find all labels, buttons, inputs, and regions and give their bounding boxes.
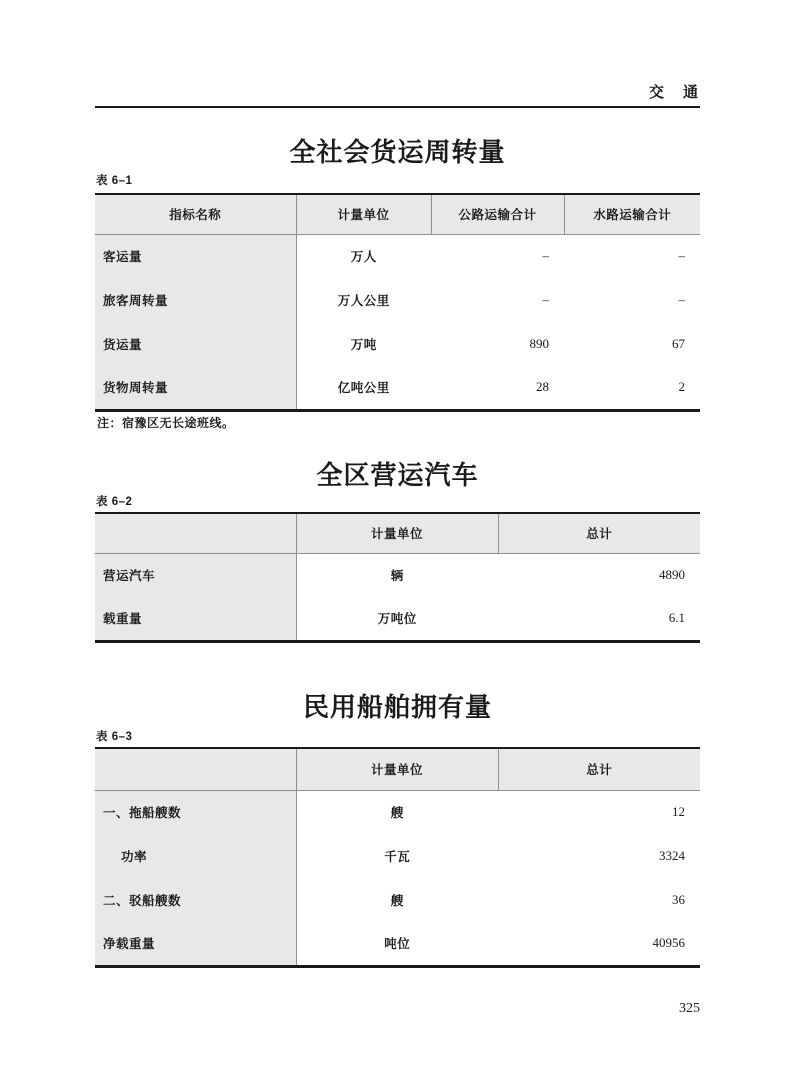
row-unit: 艘	[390, 806, 404, 821]
table2-caption: 表 6–2	[96, 496, 133, 508]
section3-title: 民用船舶拥有量	[302, 692, 492, 722]
row-road-value: 28	[536, 379, 549, 395]
table3-header-blank	[95, 748, 296, 790]
table2-header-blank	[95, 513, 296, 553]
row-unit: 艘	[390, 894, 404, 908]
table-row	[95, 922, 700, 966]
page-number: 325	[679, 1001, 700, 1016]
table-row	[95, 878, 700, 922]
row-unit: 千瓦	[384, 850, 411, 864]
table1-header-row	[95, 194, 700, 234]
row-label: 功率	[95, 834, 296, 878]
row-unit: 万吨	[350, 338, 377, 352]
table-row	[95, 234, 700, 278]
table-6-2	[95, 512, 700, 643]
table-row	[95, 322, 700, 366]
row-label: 一、拖船艘数	[95, 790, 296, 834]
table1-note: 注：宿豫区无长途班线。	[97, 416, 235, 430]
table1-caption: 表 6–1	[96, 175, 133, 187]
table2-header-total: 总计	[498, 513, 700, 553]
row-water-value: –	[678, 292, 685, 307]
row-label: 旅客周转量	[95, 278, 296, 322]
section2-title: 全区营运汽车	[316, 460, 479, 490]
row-unit: 万人公里	[337, 294, 390, 308]
row-unit: 亿吨公里	[337, 381, 390, 396]
row-total-value: 4890	[659, 567, 685, 583]
table-6-1	[95, 193, 700, 412]
row-label: 载重量	[95, 597, 296, 641]
table-6-3	[95, 747, 700, 968]
table1-header-indicator: 指标名称	[95, 194, 296, 234]
table2-header-row	[95, 513, 700, 553]
row-road-value: –	[542, 292, 549, 307]
running-head-text: 交 通	[648, 84, 700, 101]
row-road-value: –	[542, 248, 549, 264]
row-total-value: 12	[672, 804, 685, 820]
table-row	[95, 366, 700, 410]
table-row	[95, 553, 700, 597]
row-unit: 万人	[350, 250, 377, 265]
row-total-value: 36	[672, 892, 685, 907]
table3-header-unit: 计量单位	[296, 748, 498, 790]
table2-header-unit: 计量单位	[296, 513, 498, 553]
section1-title: 全社会货运周转量	[289, 137, 506, 167]
row-label: 净载重量	[95, 922, 296, 966]
running-head	[95, 81, 700, 108]
row-water-value: 2	[678, 379, 685, 395]
row-unit: 吨位	[384, 937, 411, 952]
table-row	[95, 790, 700, 834]
table1-header-water-total: 水路运输合计	[564, 194, 700, 234]
row-total-value: 6.1	[668, 610, 685, 626]
table-row	[95, 278, 700, 322]
table-row	[95, 834, 700, 878]
row-label: 货物周转量	[95, 366, 296, 410]
row-water-value: –	[678, 248, 685, 264]
table3-header-total: 总计	[498, 748, 700, 790]
row-water-value: 67	[672, 336, 685, 351]
table3-header-row	[95, 748, 700, 790]
table-row	[95, 597, 700, 641]
table1-header-road-total: 公路运输合计	[431, 194, 564, 234]
table3-caption: 表 6–3	[96, 731, 133, 743]
row-unit: 万吨位	[377, 612, 417, 627]
row-road-value: 890	[529, 336, 549, 351]
table1-header-unit: 计量单位	[296, 194, 431, 234]
row-total-value: 40956	[652, 935, 685, 951]
row-label: 营运汽车	[95, 553, 296, 597]
row-unit: 辆	[390, 569, 404, 584]
row-label: 二、驳船艘数	[95, 878, 296, 922]
row-label: 客运量	[95, 234, 296, 278]
row-label: 货运量	[95, 322, 296, 366]
row-total-value: 3324	[659, 848, 685, 863]
